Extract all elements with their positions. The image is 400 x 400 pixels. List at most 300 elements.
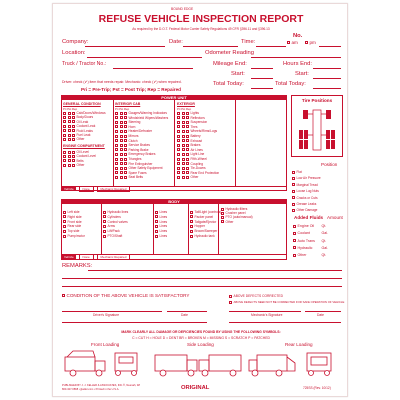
checkbox[interactable] — [292, 209, 295, 212]
checklist-item-label: Lines — [159, 219, 168, 224]
mechanic-repaired-tab[interactable]: Mechanic Repaired — [97, 254, 131, 260]
checkbox[interactable] — [182, 148, 185, 151]
added-fluids-list — [293, 223, 328, 259]
checkbox[interactable] — [63, 159, 66, 162]
exterior-list — [177, 111, 219, 180]
checkbox[interactable] — [63, 230, 66, 233]
time-field[interactable] — [256, 46, 286, 47]
checkbox[interactable] — [293, 254, 296, 257]
checkbox[interactable] — [115, 130, 118, 133]
checkbox[interactable] — [186, 130, 189, 133]
checklist-item-label: Rear side — [67, 224, 82, 229]
checklist-item-label: Rear End Protection — [190, 170, 220, 175]
checkbox[interactable] — [68, 116, 71, 119]
checkbox[interactable] — [68, 134, 71, 137]
checkbox[interactable] — [103, 230, 106, 233]
checkbox[interactable] — [115, 135, 118, 138]
checkbox[interactable] — [68, 151, 71, 154]
remarks-line[interactable] — [62, 278, 342, 279]
defects-not-corrected-check[interactable]: ABOVE DEFECTS NEED NOT BE CORRECTED FOR SAFE OPERATION OF VEHICLE — [229, 300, 344, 304]
checklist-item-label: Clutch — [128, 138, 138, 143]
vehicle-tabs-row-2 — [62, 255, 130, 259]
checklist-item[interactable] — [103, 234, 128, 239]
checklist-item-label: Control valves — [107, 219, 128, 224]
checkbox[interactable] — [68, 164, 71, 167]
checkbox[interactable] — [221, 220, 224, 223]
checkbox[interactable] — [120, 158, 123, 161]
checkbox[interactable] — [182, 162, 185, 165]
mechanic-repaired-tab[interactable]: Mechanic Repaired — [97, 186, 131, 192]
checkbox[interactable] — [103, 225, 106, 228]
body-list-1 — [63, 210, 85, 239]
tractor-label: Truck / Tractor No.: — [62, 61, 107, 67]
trip-legend: Pri = Pre-Trip; Pst = Post Trip; Rep = Repaired — [81, 87, 181, 92]
signature-line[interactable] — [229, 322, 341, 323]
checkbox[interactable] — [182, 176, 185, 179]
checkbox[interactable] — [120, 130, 123, 133]
checkbox[interactable] — [124, 135, 127, 138]
checkbox[interactable] — [63, 134, 66, 137]
checkbox[interactable] — [186, 139, 189, 142]
checkbox[interactable] — [124, 162, 127, 165]
checkbox[interactable] — [72, 155, 75, 158]
damage-symbols-legend: C = CUT H = HOLE D = DENT BR = BROKEN M = MISSING S = SCRATCH P = PATCHED — [132, 336, 270, 340]
odometer-label: Odometer Reading — [205, 50, 254, 56]
checklist-item-label: Other — [190, 175, 199, 180]
checkbox[interactable] — [124, 176, 127, 179]
mileage-end-label: Mileage End: — [213, 61, 247, 67]
am-option[interactable]: am — [287, 40, 298, 45]
checkbox[interactable] — [120, 176, 123, 179]
none-tab[interactable]: None — [79, 254, 94, 260]
checkbox[interactable] — [186, 148, 189, 151]
divider — [235, 100, 236, 186]
checkbox[interactable] — [115, 121, 118, 124]
checklist-item[interactable] — [63, 137, 106, 141]
column-heading: Pri Pst Rep — [63, 107, 78, 111]
checkbox[interactable] — [155, 225, 158, 228]
checkbox[interactable] — [190, 235, 193, 238]
amount-label: Amount — [327, 215, 343, 220]
time-extra-field[interactable] — [319, 46, 341, 47]
checkbox[interactable] — [182, 139, 185, 142]
exterior-heading: EXTERIOR — [177, 102, 195, 106]
checkbox[interactable] — [292, 183, 295, 186]
checkbox[interactable] — [103, 235, 106, 238]
checkbox[interactable] — [177, 148, 180, 151]
checkbox[interactable] — [186, 116, 189, 119]
body-list-2 — [103, 210, 128, 239]
checklist-item-label: Fire Extinguisher — [128, 161, 153, 166]
checkbox[interactable] — [190, 225, 193, 228]
checkbox[interactable] — [68, 112, 71, 115]
fluid-unit: Qt. — [321, 253, 327, 258]
checklist-item-label: Spare Fuses — [128, 170, 147, 175]
checkbox[interactable] — [182, 144, 185, 147]
checklist-item-label: PTO/Shaft — [107, 233, 123, 238]
checkbox[interactable] — [177, 112, 180, 115]
checklist-item-label: Belts — [76, 158, 84, 163]
checkbox[interactable] — [72, 112, 75, 115]
checkbox[interactable] — [182, 158, 185, 161]
checkbox[interactable] — [182, 153, 185, 156]
checkbox[interactable] — [182, 130, 185, 133]
checkbox[interactable] — [292, 190, 295, 193]
checkbox[interactable] — [115, 125, 118, 128]
checkbox[interactable] — [72, 151, 75, 154]
checkbox[interactable] — [186, 162, 189, 165]
checkbox[interactable] — [115, 116, 118, 119]
front-loading-label: Front Loading — [91, 342, 120, 347]
checkbox[interactable] — [120, 144, 123, 147]
added-fluids-label: Added Fluids — [294, 215, 324, 220]
checklist-item-label: Broom/Sweeper — [194, 229, 218, 234]
checklist-item-label: Flat — [296, 170, 302, 174]
checkbox[interactable] — [72, 116, 75, 119]
checkbox[interactable] — [186, 144, 189, 147]
checklist-item-label: Other Safety Equipment — [128, 166, 163, 171]
checkbox[interactable] — [120, 167, 123, 170]
checkbox[interactable] — [124, 130, 127, 133]
hours-start-label: Start: — [295, 71, 309, 77]
checkbox[interactable] — [186, 171, 189, 174]
checkbox[interactable] — [292, 171, 295, 174]
checkbox[interactable] — [124, 112, 127, 115]
checkbox[interactable] — [190, 215, 193, 218]
checkbox[interactable] — [115, 176, 118, 179]
mechanic-signature-field[interactable] — [229, 311, 301, 312]
checkbox[interactable] — [292, 177, 295, 180]
checkbox[interactable] — [68, 138, 71, 141]
defects-corrected-check[interactable]: ABOVE DEFECTS CORRECTED — [229, 294, 283, 298]
checkbox[interactable] — [293, 232, 296, 235]
checkbox[interactable] — [115, 153, 118, 156]
checkbox[interactable] — [72, 129, 75, 132]
date-field[interactable] — [183, 46, 238, 47]
checkbox[interactable] — [115, 139, 118, 142]
checkbox[interactable] — [186, 125, 189, 128]
driver-signature-label: Driver's Signature — [93, 313, 120, 317]
checklist-item-label: Seat Belts — [128, 175, 144, 180]
checklist-item-label: Oil Level — [76, 150, 89, 154]
checkbox[interactable] — [120, 153, 123, 156]
checklist-item-label: Left side — [67, 210, 80, 214]
checklist-item-label: Lift/Pack — [107, 229, 120, 234]
checklist-item[interactable] — [115, 175, 168, 180]
checkbox[interactable] — [120, 112, 123, 115]
checkbox[interactable] — [177, 176, 180, 179]
checklist-item[interactable] — [63, 234, 85, 239]
checklist-item-label: Body/Doors — [76, 115, 94, 120]
checkbox[interactable] — [221, 212, 224, 215]
remarks-line[interactable] — [62, 286, 342, 287]
checkbox[interactable] — [120, 121, 123, 124]
checklist-item-label: Top side — [67, 229, 80, 234]
none-tab[interactable]: None — [79, 186, 94, 192]
fluid-label: Other — [297, 253, 307, 258]
hours-total-field[interactable] — [313, 88, 341, 89]
checkbox[interactable] — [124, 171, 127, 174]
checkbox[interactable] — [177, 135, 180, 138]
checkbox[interactable] — [293, 246, 296, 249]
checkbox[interactable] — [186, 176, 189, 179]
vehicle-tab[interactable]: Vehicle — [64, 255, 74, 259]
location-field[interactable] — [87, 57, 202, 58]
checkbox[interactable] — [182, 112, 185, 115]
checkbox[interactable] — [190, 220, 193, 223]
checklist-item-label: Steering — [128, 120, 141, 125]
checkbox[interactable] — [72, 159, 75, 162]
checklist-item-label: Lights — [190, 111, 200, 115]
checklist-item-label: Brakes — [190, 143, 201, 148]
checkbox[interactable] — [115, 148, 118, 151]
body-list-5 — [221, 207, 253, 224]
checkbox[interactable] — [155, 211, 158, 214]
checkbox[interactable] — [68, 129, 71, 132]
checkbox[interactable] — [186, 135, 189, 138]
checklist-item-label: Arms — [107, 224, 115, 229]
checkbox[interactable] — [186, 167, 189, 170]
checkbox[interactable] — [63, 211, 66, 214]
remarks-line[interactable] — [88, 270, 342, 271]
checklist-item[interactable] — [292, 207, 321, 213]
checkbox[interactable] — [155, 230, 158, 233]
checkbox[interactable] — [124, 144, 127, 147]
checkbox[interactable] — [120, 162, 123, 165]
checkbox[interactable] — [103, 211, 106, 214]
checklist-item-label: Lines — [159, 214, 168, 219]
checkbox[interactable] — [190, 230, 193, 233]
pm-option[interactable]: pm — [305, 40, 316, 45]
checkbox[interactable] — [115, 144, 118, 147]
checkbox[interactable] — [190, 211, 193, 214]
checkbox[interactable] — [177, 116, 180, 119]
form-revision-label: 725SS (Rev. 10/12) — [303, 386, 331, 390]
fluid-unit: Gal. — [321, 231, 329, 236]
checkbox[interactable] — [63, 138, 66, 141]
checkbox[interactable] — [182, 121, 185, 124]
checklist-item-label: Tires — [190, 124, 198, 129]
fluid-unit: Gal. — [321, 245, 329, 250]
checklist-item-label: Parking Brake — [128, 147, 149, 152]
checkbox[interactable] — [68, 159, 71, 162]
divider — [174, 100, 175, 186]
company-field[interactable] — [85, 46, 165, 47]
checkbox[interactable] — [68, 125, 71, 128]
power-unit-header: POWER UNIT — [61, 95, 287, 100]
checkbox[interactable] — [120, 139, 123, 142]
checkbox[interactable] — [177, 139, 180, 142]
checkbox[interactable] — [63, 155, 66, 158]
checkbox[interactable] — [292, 203, 295, 206]
checkbox[interactable] — [186, 153, 189, 156]
column-heading: Pri Pst Rep — [177, 107, 192, 111]
divider — [188, 204, 189, 254]
checkbox[interactable] — [177, 153, 180, 156]
remarks-label: REMARKS: — [62, 263, 93, 269]
checkbox[interactable] — [115, 162, 118, 165]
checkbox[interactable] — [182, 116, 185, 119]
checklist-item-label: Cylinders — [107, 214, 121, 219]
checklist-item-label: Lines — [159, 233, 168, 238]
checkbox[interactable] — [68, 155, 71, 158]
checkbox[interactable] — [72, 134, 75, 137]
interior-cab-list — [115, 111, 168, 180]
mileage-total-field[interactable] — [251, 88, 273, 89]
checkbox[interactable] — [186, 112, 189, 115]
company-label: Company: — [62, 39, 89, 45]
checkbox[interactable] — [182, 125, 185, 128]
checkbox[interactable] — [72, 125, 75, 128]
checkbox[interactable] — [292, 196, 295, 199]
checkbox[interactable] — [115, 171, 118, 174]
checkbox[interactable] — [124, 139, 127, 142]
checklist-item-label: Coupling — [190, 161, 204, 166]
checklist-item[interactable] — [177, 175, 219, 180]
checklist-item-label: Triangles — [128, 156, 142, 161]
condition-satisfactory-check[interactable]: CONDITION OF THE ABOVE VEHICLE IS SATISFACTORY — [62, 293, 189, 298]
checkbox[interactable] — [120, 125, 123, 128]
checkbox[interactable] — [63, 129, 66, 132]
checklist-item-label: Fluid Leaks — [76, 128, 93, 133]
fluid-row[interactable] — [293, 223, 328, 230]
driver-date-field[interactable] — [167, 311, 207, 312]
bound-edge-label: BOUND EDGE — [171, 7, 194, 11]
checkbox[interactable] — [177, 162, 180, 165]
checkbox[interactable] — [115, 158, 118, 161]
driver-signature-field[interactable] — [62, 311, 162, 312]
checkbox[interactable] — [177, 158, 180, 161]
checklist-item[interactable] — [292, 188, 321, 194]
publisher-line: PUBLISHED BY J. J. KELLER & ASSOCIATES, INC.®, Neenah, WI — [62, 384, 141, 387]
checkbox[interactable] — [63, 215, 66, 218]
inspection-form-page — [52, 3, 348, 397]
checkbox[interactable] — [177, 121, 180, 124]
checkbox[interactable] — [124, 158, 127, 161]
checklist-item-label: Windshield Wipers/Washers — [128, 115, 169, 120]
checklist-item-label: Battery — [190, 133, 201, 138]
checkbox[interactable] — [155, 215, 158, 218]
mileage-end-field[interactable] — [251, 68, 273, 69]
checkbox[interactable] — [63, 120, 66, 123]
fluid-unit: Qt. — [321, 224, 327, 228]
checkbox[interactable] — [124, 116, 127, 119]
checkbox[interactable] — [177, 144, 180, 147]
fluid-label: Coolant — [297, 231, 310, 236]
checkbox[interactable] — [221, 208, 224, 211]
checkbox[interactable] — [63, 164, 66, 167]
checklist-item-label: Emergency Brakes — [128, 152, 156, 157]
fluid-row[interactable] — [293, 230, 328, 237]
checkbox[interactable] — [72, 120, 75, 123]
checkbox[interactable] — [103, 215, 106, 218]
checkbox[interactable] — [115, 112, 118, 115]
tractor-field[interactable] — [113, 68, 193, 69]
checkbox[interactable] — [124, 148, 127, 151]
checkbox[interactable] — [63, 220, 66, 223]
checkbox[interactable] — [177, 171, 180, 174]
checklist-item-label: Fuel Leak — [76, 133, 91, 138]
checkbox[interactable] — [63, 112, 66, 115]
fluid-label: Engine Oil — [297, 224, 315, 228]
checkbox[interactable] — [186, 158, 189, 161]
checkbox[interactable] — [124, 125, 127, 128]
checkbox[interactable] — [124, 167, 127, 170]
checkbox[interactable] — [124, 121, 127, 124]
checkbox[interactable] — [68, 120, 71, 123]
checkbox[interactable] — [63, 235, 66, 238]
odometer-field[interactable] — [251, 57, 341, 58]
checklist-item[interactable] — [155, 234, 167, 239]
checklist-item[interactable] — [221, 220, 253, 224]
checkbox[interactable] — [221, 216, 224, 219]
location-label: Location: — [62, 50, 86, 56]
checkbox[interactable] — [155, 220, 158, 223]
checkbox[interactable] — [72, 164, 75, 167]
checkbox[interactable] — [120, 116, 123, 119]
checklist-item-label: Gauges/Warning Indicators — [128, 111, 168, 115]
checklist-item-label: Right side — [67, 214, 82, 219]
checklist-item-label: Lines — [159, 210, 168, 214]
hours-end-field[interactable] — [313, 68, 341, 69]
vehicle-tabs-row — [62, 187, 130, 191]
checklist-item[interactable] — [190, 234, 221, 239]
checkbox[interactable] — [177, 130, 180, 133]
checklist-item[interactable] — [63, 163, 96, 167]
checkbox[interactable] — [293, 239, 296, 242]
checklist-item-label: Other — [225, 219, 234, 224]
checklist-item-label: Light Line — [190, 152, 205, 157]
checkbox[interactable] — [182, 167, 185, 170]
fluid-row[interactable] — [293, 238, 328, 245]
checkbox[interactable] — [63, 125, 66, 128]
checkbox[interactable] — [72, 138, 75, 141]
checkbox[interactable] — [120, 171, 123, 174]
form-title: REFUSE VEHICLE INSPECTION REPORT — [98, 13, 304, 25]
checkbox[interactable] — [186, 121, 189, 124]
checkbox[interactable] — [182, 171, 185, 174]
checkbox[interactable] — [63, 225, 66, 228]
fluid-row[interactable] — [293, 252, 328, 259]
checkbox[interactable] — [103, 220, 106, 223]
checklist-item-label: Reflectors — [190, 115, 205, 120]
checkbox[interactable] — [182, 135, 185, 138]
mechanic-date-label: Date — [317, 313, 324, 317]
checkbox[interactable] — [115, 167, 118, 170]
checkbox[interactable] — [155, 235, 158, 238]
checkbox[interactable] — [177, 167, 180, 170]
form-subtitle: As required by the D.O.T. Federal Motor Carrier Safety Regulations 49 CFR §396.11 and §396.13 — [132, 27, 270, 31]
driver-instructions: Driver: check (✔) item that needs repair. Mechanic: check (✔) when repaired. — [62, 80, 182, 84]
fluid-row[interactable] — [293, 245, 328, 252]
time-label: Time: — [241, 39, 256, 45]
mechanic-date-field[interactable] — [305, 311, 341, 312]
checkbox[interactable] — [63, 151, 66, 154]
vehicle-tab[interactable]: Vehicle — [64, 187, 74, 191]
checkbox[interactable] — [293, 225, 296, 228]
publisher-line-2: 800-327-6868 • jjkeller.com • Printed in the U.S.A. — [62, 388, 120, 391]
checkbox[interactable] — [124, 153, 127, 156]
signature-line[interactable] — [62, 322, 207, 323]
hours-start-field[interactable] — [313, 78, 341, 79]
driver-date-label: Date — [181, 313, 188, 317]
checkbox[interactable] — [120, 148, 123, 151]
checkbox[interactable] — [63, 116, 66, 119]
mileage-start-field[interactable] — [251, 78, 273, 79]
checkbox[interactable] — [177, 125, 180, 128]
checklist-item[interactable] — [292, 175, 321, 181]
checkbox[interactable] — [120, 135, 123, 138]
